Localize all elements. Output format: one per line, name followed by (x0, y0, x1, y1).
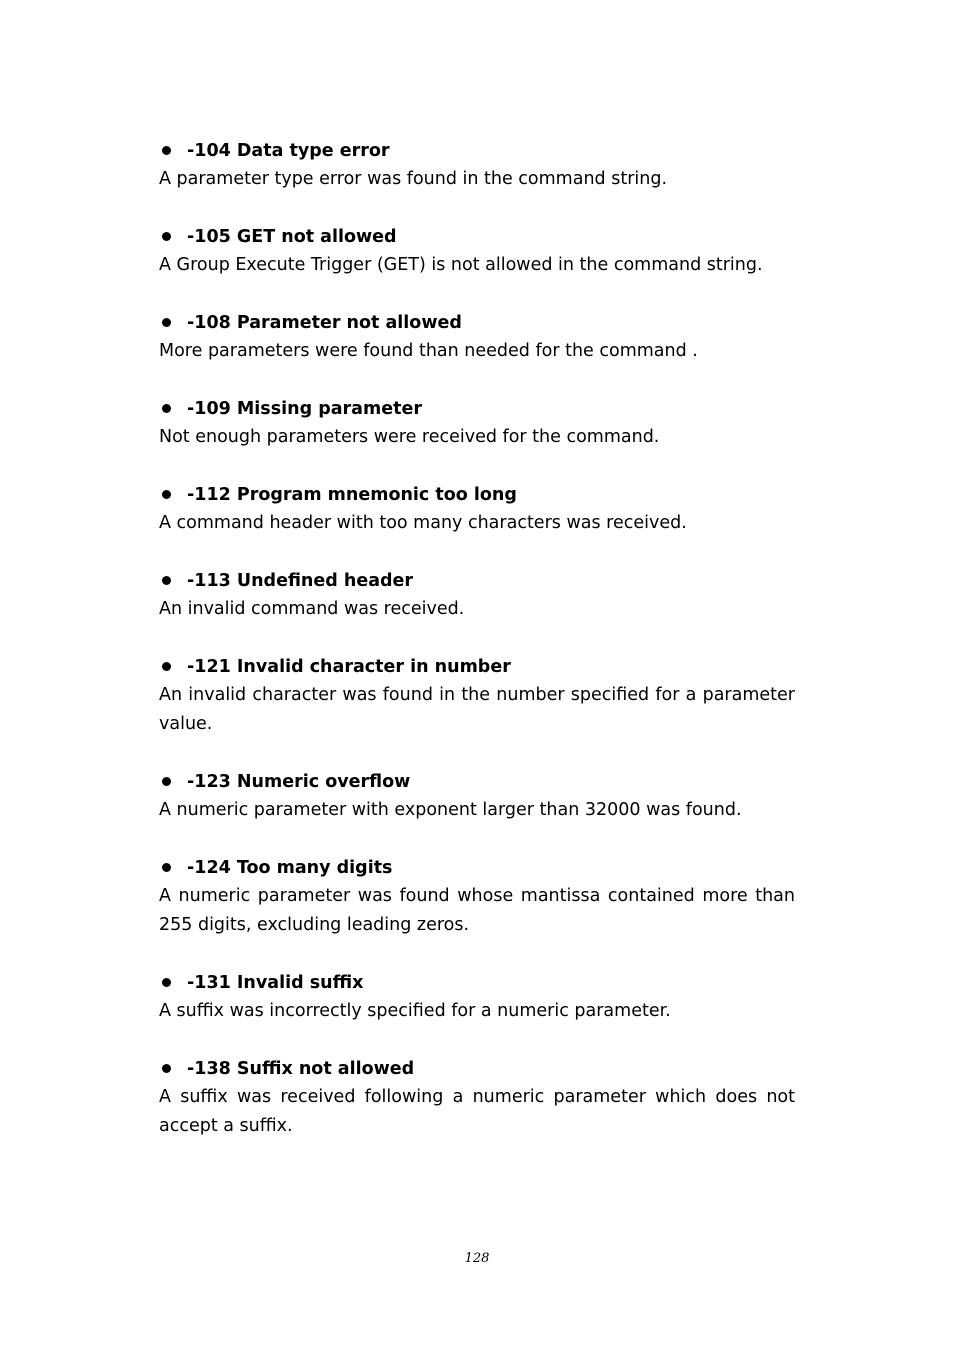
error-entry (159, 480, 795, 538)
error-entry (159, 767, 795, 825)
error-description: A Group Execute Trigger (GET) is not allowed in the command string. (159, 255, 763, 275)
error-entry (159, 136, 795, 194)
error-title: -109 Missing parameter (187, 398, 422, 419)
error-title: -123 Numeric overflow (187, 771, 411, 792)
error-heading (159, 222, 795, 251)
error-heading (159, 853, 795, 882)
error-title: -131 Invalid suffix (187, 972, 364, 993)
error-description: A parameter type error was found in the command string. (159, 169, 668, 189)
error-description: A numeric parameter with exponent larger than 32000 was found. (159, 800, 742, 820)
bullet-icon (162, 490, 171, 499)
error-description: More parameters were found than needed for the command . (159, 341, 698, 361)
error-description: A suffix was incorrectly specified for a numeric parameter. (159, 1001, 671, 1021)
error-description: An invalid character was found in the number specified for a parameter value. (159, 685, 795, 734)
bullet-icon (162, 146, 171, 155)
error-entry (159, 394, 795, 452)
error-entry (159, 652, 795, 739)
error-entry (159, 968, 795, 1026)
bullet-icon (162, 978, 171, 987)
error-title: -112 Program mnemonic too long (187, 484, 517, 505)
error-heading (159, 136, 795, 165)
bullet-icon (162, 1064, 171, 1073)
bullet-icon (162, 318, 171, 327)
error-entry (159, 566, 795, 624)
error-title: -105 GET not allowed (187, 226, 397, 247)
error-description: Not enough parameters were received for the command. (159, 427, 660, 447)
error-heading (159, 394, 795, 423)
bullet-icon (162, 863, 171, 872)
error-entry (159, 1054, 795, 1141)
error-title: -124 Too many digits (187, 857, 393, 878)
page-number: 128 (464, 1251, 490, 1266)
error-description: A command header with too many characters was received. (159, 513, 687, 533)
bullet-icon (162, 777, 171, 786)
error-heading (159, 1054, 795, 1083)
error-description: A suffix was received following a numeric parameter which does not accept a suffix. (159, 1087, 795, 1136)
error-entry (159, 222, 795, 280)
error-heading (159, 767, 795, 796)
error-title: -121 Invalid character in number (187, 656, 511, 677)
error-title: -113 Undefined header (187, 570, 414, 591)
error-heading (159, 566, 795, 595)
bullet-icon (162, 576, 171, 585)
bullet-icon (162, 404, 171, 413)
bullet-icon (162, 662, 171, 671)
error-entry (159, 853, 795, 940)
error-list (159, 136, 795, 1169)
error-description: An invalid command was received. (159, 599, 465, 619)
error-title: -104 Data type error (187, 140, 390, 161)
error-heading (159, 652, 795, 681)
error-heading (159, 480, 795, 509)
error-description: A numeric parameter was found whose mantissa contained more than 255 digits, excluding leading zeros. (159, 886, 795, 935)
error-entry (159, 308, 795, 366)
error-heading (159, 968, 795, 997)
error-title: -108 Parameter not allowed (187, 312, 462, 333)
bullet-icon (162, 232, 171, 241)
error-title: -138 Suffix not allowed (187, 1058, 415, 1079)
error-heading (159, 308, 795, 337)
